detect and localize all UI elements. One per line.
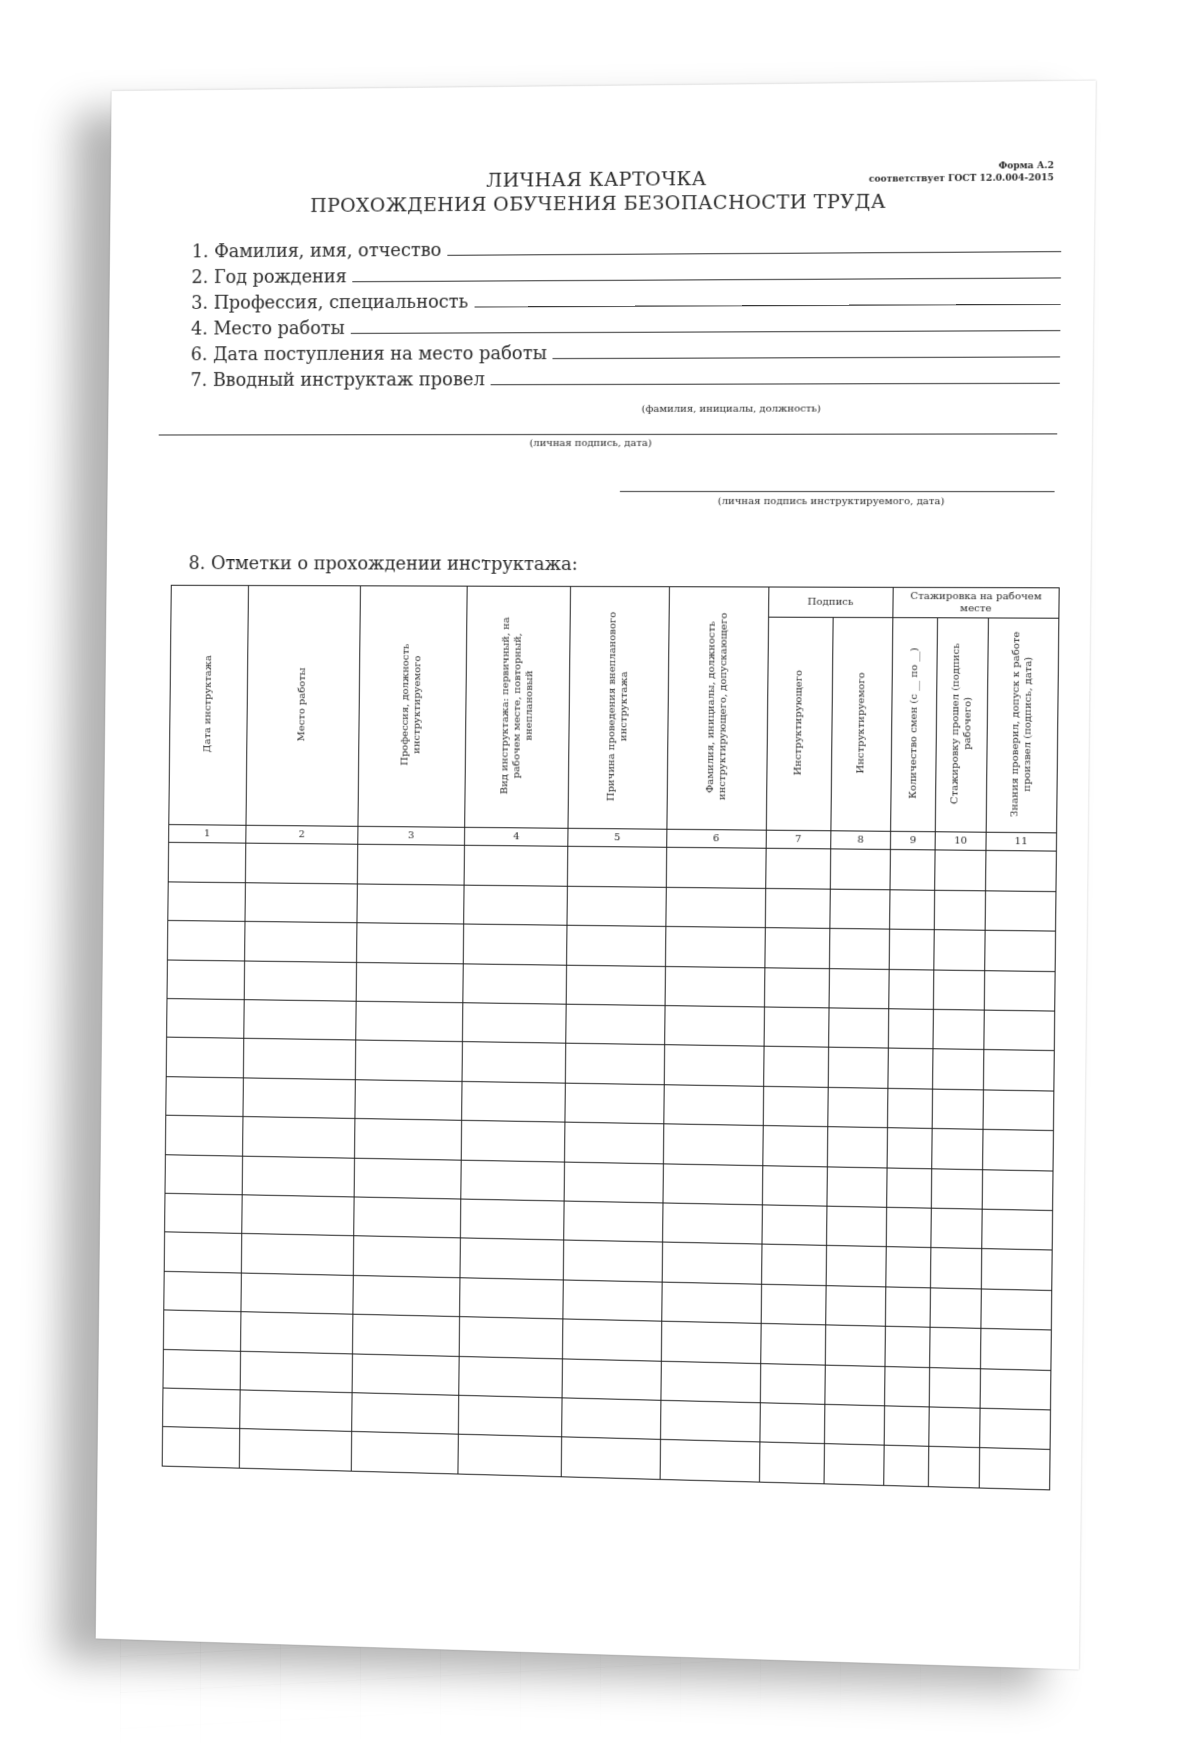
- table-cell[interactable]: [243, 1078, 355, 1119]
- table-cell[interactable]: [353, 1197, 461, 1238]
- table-cell[interactable]: [884, 1406, 930, 1447]
- table-cell[interactable]: [163, 1310, 241, 1351]
- table-cell[interactable]: [934, 930, 985, 970]
- col-number: 11: [986, 832, 1057, 852]
- field-line[interactable]: [474, 304, 1061, 308]
- document-sheet: [96, 81, 1096, 1670]
- table-cell[interactable]: [830, 849, 890, 889]
- col-header-text: Количество смен (с __ по __): [907, 647, 921, 799]
- table-cell[interactable]: [565, 1122, 664, 1163]
- field-label: 7. Вводный инструктаж провел: [190, 369, 485, 391]
- field-hire-date[interactable]: [191, 336, 1061, 365]
- table-cell[interactable]: [761, 1284, 826, 1325]
- table-cell[interactable]: [979, 1448, 1050, 1490]
- table-cell[interactable]: [164, 1271, 242, 1312]
- table-cell[interactable]: [981, 1289, 1052, 1330]
- table-cell[interactable]: [464, 924, 567, 965]
- title-line-1: ЛИЧНАЯ КАРТОЧКА: [486, 167, 707, 192]
- table-cell[interactable]: [243, 1039, 355, 1080]
- table-cell[interactable]: [665, 966, 765, 1007]
- instructee-signature-line[interactable]: [620, 491, 1055, 492]
- table-cell[interactable]: [566, 965, 665, 1006]
- table-cell[interactable]: [829, 929, 889, 969]
- table-cell[interactable]: [763, 1047, 828, 1088]
- table-cell[interactable]: [760, 1324, 825, 1365]
- col-header-sign-instructee: [831, 617, 893, 831]
- table-cell[interactable]: [165, 1115, 243, 1155]
- col-number: 6: [666, 829, 765, 849]
- field-label: 1. Фамилия, имя, отчество: [191, 239, 442, 263]
- col-number: 2: [246, 825, 358, 845]
- table-cell[interactable]: [764, 928, 829, 968]
- table-cell[interactable]: [662, 1242, 762, 1284]
- table-cell[interactable]: [664, 1045, 764, 1086]
- gost-reference: соответствует ГОСТ 12.0.004-2015: [868, 173, 1054, 185]
- table-cell[interactable]: [166, 1076, 244, 1116]
- table-cell[interactable]: [762, 1165, 827, 1206]
- title-line-2: ПРОХОЖДЕНИЯ ОБУЧЕНИЯ БЕЗОПАСНОСТИ ТРУДА: [310, 190, 887, 217]
- table-cell[interactable]: [562, 1359, 661, 1401]
- col-header-workplace: [246, 586, 360, 826]
- table-cell[interactable]: [932, 1129, 983, 1170]
- col-header-internship-passed: [936, 618, 988, 832]
- table-cell[interactable]: [765, 849, 830, 889]
- table-cell[interactable]: [356, 923, 464, 964]
- table-cell[interactable]: [164, 1232, 242, 1273]
- table-cell[interactable]: [462, 1081, 565, 1122]
- table-cell[interactable]: [887, 1088, 933, 1128]
- table-cell[interactable]: [762, 1126, 827, 1167]
- document-title: [110, 164, 1095, 220]
- table-cell[interactable]: [165, 1154, 243, 1194]
- table-cell[interactable]: [930, 1327, 981, 1368]
- col-header-date: [169, 585, 249, 825]
- table-cell[interactable]: [884, 1446, 930, 1487]
- table-cell[interactable]: [353, 1275, 461, 1317]
- table-cell[interactable]: [240, 1351, 352, 1393]
- table-cell[interactable]: [357, 884, 465, 924]
- table-cell[interactable]: [981, 1249, 1052, 1290]
- col-number: 8: [830, 830, 890, 849]
- table-cell[interactable]: [163, 1349, 241, 1390]
- table-cell[interactable]: [660, 1440, 760, 1482]
- table-cell[interactable]: [241, 1273, 353, 1315]
- table-cell[interactable]: [825, 1325, 885, 1366]
- table-cell[interactable]: [241, 1234, 353, 1275]
- table-cell[interactable]: [352, 1354, 460, 1396]
- table-body: [162, 843, 1056, 1490]
- table-cell[interactable]: [459, 1317, 562, 1359]
- table-cell[interactable]: [979, 1408, 1050, 1450]
- table-cell[interactable]: [167, 999, 245, 1039]
- col-number: 3: [357, 826, 465, 846]
- table-cell[interactable]: [241, 1312, 353, 1354]
- table-cell[interactable]: [931, 1248, 982, 1289]
- table-cell[interactable]: [461, 1199, 564, 1240]
- table-cell[interactable]: [464, 846, 567, 886]
- table-cell[interactable]: [162, 1427, 240, 1468]
- table-cell[interactable]: [885, 1326, 931, 1367]
- table-cell[interactable]: [663, 1163, 763, 1204]
- table-cell[interactable]: [830, 889, 890, 929]
- table-cell[interactable]: [240, 1390, 352, 1432]
- table-cell[interactable]: [464, 885, 567, 926]
- table-cell[interactable]: [662, 1203, 762, 1245]
- col-header-knowledge-checked: [986, 618, 1059, 833]
- table-cell[interactable]: [168, 843, 246, 883]
- table-cell[interactable]: [244, 1000, 356, 1041]
- table-cell[interactable]: [565, 1044, 664, 1085]
- table-cell[interactable]: [888, 1009, 934, 1049]
- table-cell[interactable]: [245, 882, 357, 922]
- field-workplace[interactable]: [191, 310, 1061, 340]
- table-cell[interactable]: [458, 1435, 561, 1477]
- field-profession[interactable]: [191, 284, 1061, 314]
- table-cell[interactable]: [168, 882, 246, 922]
- table-cell[interactable]: [827, 1166, 887, 1207]
- table-cell[interactable]: [357, 845, 465, 885]
- table-cell[interactable]: [890, 890, 936, 930]
- table-cell[interactable]: [980, 1368, 1051, 1410]
- field-label: 2. Год рождения: [191, 266, 347, 289]
- table-cell[interactable]: [245, 843, 357, 883]
- table-cell[interactable]: [935, 890, 986, 930]
- table-cell[interactable]: [563, 1280, 662, 1322]
- table-cell[interactable]: [245, 922, 357, 962]
- table-cell[interactable]: [934, 970, 985, 1010]
- table-cell[interactable]: [887, 1168, 933, 1209]
- table-cell[interactable]: [462, 1042, 565, 1083]
- col-header-text: Вид инструктажа: первичный, на рабочем месте, повторный, внеплановый: [498, 616, 535, 795]
- table-cell[interactable]: [826, 1206, 886, 1247]
- col-number: 5: [568, 828, 667, 848]
- col-header-text: Причина проведения внепланового инструктажа: [605, 611, 630, 801]
- table-cell[interactable]: [930, 1288, 981, 1329]
- col-header-text: Профессия, должность инструктируемого: [399, 643, 424, 766]
- table-cell[interactable]: [354, 1119, 462, 1160]
- table-cell[interactable]: [985, 851, 1056, 892]
- col-header-text: Знания проверил, допуск к работе произвел (подпись, дата): [1009, 630, 1035, 817]
- table-cell[interactable]: [761, 1244, 826, 1285]
- section-title: 8. Отметки о прохождении инструктажа:: [188, 553, 578, 575]
- table-cell[interactable]: [661, 1321, 761, 1363]
- table-cell[interactable]: [351, 1393, 459, 1435]
- table-cell[interactable]: [561, 1437, 660, 1479]
- table-cell[interactable]: [355, 1040, 463, 1081]
- field-label: 4. Место работы: [190, 318, 345, 340]
- briefing-table: [162, 585, 1060, 1491]
- table-cell[interactable]: [764, 1007, 829, 1048]
- table-cell[interactable]: [163, 1388, 241, 1429]
- table-cell[interactable]: [167, 960, 245, 1000]
- table-cell[interactable]: [662, 1282, 762, 1324]
- table-cell[interactable]: [982, 1209, 1053, 1250]
- table-cell[interactable]: [761, 1205, 826, 1246]
- table-cell[interactable]: [355, 1079, 463, 1120]
- table-cell[interactable]: [765, 888, 830, 928]
- table-cell[interactable]: [353, 1236, 461, 1277]
- table-cell[interactable]: [984, 1010, 1055, 1051]
- field-line[interactable]: [447, 251, 1061, 256]
- field-intro-briefing[interactable]: [190, 363, 1060, 391]
- table-cell[interactable]: [980, 1329, 1051, 1370]
- table-cell[interactable]: [567, 847, 666, 887]
- field-label: 6. Дата поступления на место работы: [190, 343, 547, 366]
- col-header-reason: [568, 586, 669, 828]
- col-number: 1: [169, 824, 246, 843]
- col-header-type: [465, 586, 571, 828]
- table-cell[interactable]: [929, 1407, 980, 1448]
- personal-fields: [190, 231, 1061, 391]
- table-cell[interactable]: [242, 1156, 354, 1197]
- field-line[interactable]: [353, 277, 1061, 282]
- table-cell[interactable]: [764, 967, 829, 1008]
- table-cell[interactable]: [243, 1117, 355, 1158]
- table-cell[interactable]: [166, 1037, 244, 1077]
- table-cell[interactable]: [824, 1404, 884, 1445]
- table-cell[interactable]: [665, 927, 765, 968]
- table-cell[interactable]: [827, 1127, 887, 1168]
- table-cell[interactable]: [664, 1085, 764, 1126]
- table-cell[interactable]: [933, 1089, 984, 1130]
- col-header-text: Стажировку прошел (подпись рабочего): [948, 642, 974, 804]
- table-cell[interactable]: [828, 1008, 888, 1049]
- table-cell[interactable]: [885, 1366, 931, 1407]
- col-header-sign-instructor: [766, 617, 833, 830]
- table-cell[interactable]: [460, 1238, 563, 1279]
- table-cell[interactable]: [983, 1090, 1054, 1131]
- table-cell[interactable]: [825, 1285, 885, 1326]
- table-cell[interactable]: [244, 961, 356, 1002]
- col-header-text: Инструктирующего: [792, 669, 805, 775]
- caption-signature: (личная подпись, дата): [529, 437, 652, 450]
- caption-instructor: (фамилия, инициалы, должность): [641, 403, 821, 415]
- table-cell[interactable]: [759, 1403, 824, 1444]
- col-header-text: Инструктируемого: [855, 671, 868, 774]
- table-cell[interactable]: [890, 850, 936, 890]
- group-header-signature: Подпись: [768, 587, 893, 618]
- col-number: 9: [890, 831, 935, 850]
- col-header-text: Дата инструктажа: [202, 654, 215, 753]
- table-cell[interactable]: [460, 1278, 563, 1320]
- table-cell[interactable]: [239, 1429, 351, 1471]
- col-header-shifts: [891, 618, 938, 832]
- table-cell[interactable]: [760, 1363, 825, 1404]
- table-cell[interactable]: [459, 1356, 562, 1398]
- briefing-grid: [162, 585, 1060, 1491]
- table-cell[interactable]: [242, 1195, 354, 1236]
- table-cell[interactable]: [564, 1201, 663, 1242]
- table-cell[interactable]: [463, 1003, 566, 1044]
- table-cell[interactable]: [354, 1158, 462, 1199]
- table-cell[interactable]: [356, 962, 464, 1003]
- field-line[interactable]: [491, 383, 1060, 385]
- table-cell[interactable]: [355, 1001, 463, 1042]
- table-cell[interactable]: [352, 1314, 460, 1356]
- table-cell[interactable]: [933, 1049, 984, 1090]
- table-cell[interactable]: [828, 1087, 888, 1128]
- table-cell[interactable]: [664, 1006, 764, 1047]
- table-cell[interactable]: [563, 1240, 662, 1281]
- table-cell[interactable]: [889, 969, 935, 1009]
- table-cell[interactable]: [888, 1048, 934, 1088]
- table-cell[interactable]: [562, 1398, 661, 1440]
- table-cell[interactable]: [661, 1361, 761, 1403]
- table-cell[interactable]: [567, 925, 666, 966]
- table-cell[interactable]: [984, 930, 1055, 971]
- table-cell[interactable]: [982, 1130, 1053, 1171]
- table-cell[interactable]: [983, 1050, 1054, 1091]
- table-cell[interactable]: [887, 1128, 933, 1169]
- table-cell[interactable]: [666, 848, 766, 889]
- table-cell[interactable]: [165, 1193, 243, 1234]
- table-cell[interactable]: [886, 1247, 932, 1288]
- caption-instructee: (личная подпись инструктируемого, дата): [717, 496, 945, 508]
- table-cell[interactable]: [982, 1169, 1053, 1210]
- field-line[interactable]: [351, 330, 1061, 334]
- field-line[interactable]: [553, 356, 1060, 359]
- col-header-profession: [358, 586, 468, 827]
- table-cell[interactable]: [564, 1162, 663, 1203]
- table-cell[interactable]: [463, 963, 566, 1004]
- table-cell[interactable]: [826, 1246, 886, 1287]
- table-cell[interactable]: [933, 1009, 984, 1050]
- table-cell[interactable]: [562, 1319, 661, 1361]
- table-cell[interactable]: [567, 886, 666, 927]
- table-cell[interactable]: [935, 850, 986, 890]
- table-cell[interactable]: [886, 1207, 932, 1248]
- table-cell[interactable]: [565, 1083, 664, 1124]
- table-cell[interactable]: [829, 968, 889, 1009]
- col-number: 4: [465, 827, 568, 847]
- table-cell[interactable]: [351, 1432, 459, 1474]
- table-cell[interactable]: [931, 1208, 982, 1249]
- table-cell[interactable]: [984, 970, 1055, 1011]
- col-number: 7: [766, 830, 831, 849]
- table-cell[interactable]: [167, 921, 245, 961]
- field-label: 3. Профессия, специальность: [191, 291, 469, 314]
- table-cell[interactable]: [930, 1367, 981, 1408]
- table-cell[interactable]: [660, 1400, 760, 1442]
- table-cell[interactable]: [929, 1447, 980, 1488]
- table-cell[interactable]: [985, 891, 1056, 932]
- table-cell[interactable]: [459, 1395, 562, 1437]
- form-number: Форма А.2: [998, 161, 1054, 172]
- table-cell[interactable]: [666, 887, 766, 928]
- table-cell[interactable]: [885, 1287, 931, 1328]
- table-cell[interactable]: [824, 1444, 884, 1485]
- signature-line[interactable]: [159, 433, 1058, 435]
- table-cell[interactable]: [663, 1124, 763, 1165]
- table-cell[interactable]: [461, 1121, 564, 1162]
- group-header-internship: Стажировка на рабочем месте: [893, 587, 1059, 618]
- col-number: 10: [935, 831, 985, 850]
- table-cell[interactable]: [828, 1048, 888, 1089]
- table-cell[interactable]: [889, 929, 935, 969]
- col-header-text: Место работы: [296, 667, 309, 742]
- table-cell[interactable]: [566, 1004, 665, 1045]
- table-cell[interactable]: [763, 1086, 828, 1127]
- table-cell[interactable]: [932, 1168, 983, 1209]
- table-cell[interactable]: [825, 1365, 885, 1406]
- table-cell[interactable]: [461, 1160, 564, 1201]
- col-header-text: Фамилия, инициалы, должность инструктирующего, допускающего: [704, 612, 730, 801]
- col-header-instructor: [667, 587, 769, 830]
- table-cell[interactable]: [759, 1442, 824, 1483]
